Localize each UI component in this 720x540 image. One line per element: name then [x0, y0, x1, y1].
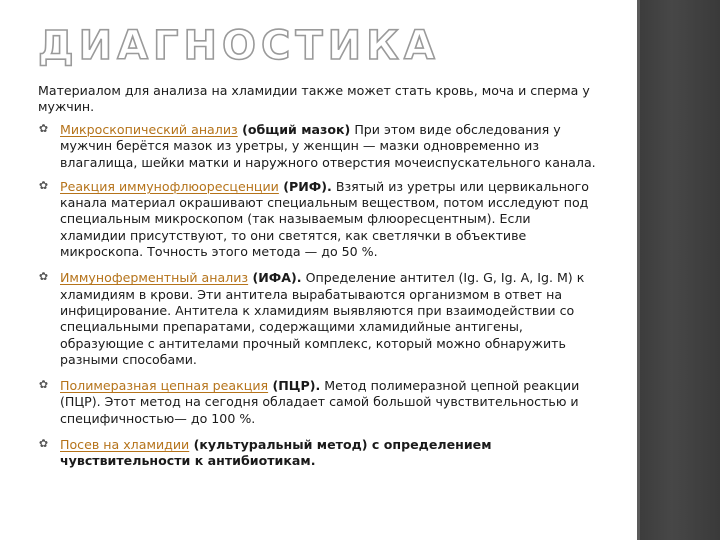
term-link[interactable]: Иммуноферментный анализ: [60, 270, 249, 286]
term-abbr: (ИФА).: [248, 270, 302, 286]
flower-bullet-icon: ✿: [38, 178, 49, 192]
term-abbr: (РИФ).: [278, 178, 332, 194]
list-item: [38, 122, 598, 171]
term-link[interactable]: Полимеразная цепная реакция: [60, 378, 269, 394]
flower-bullet-icon: ✿: [38, 270, 49, 284]
term-link[interactable]: Посев на хламидии: [60, 437, 190, 453]
list-item: [38, 437, 598, 470]
term-abbr: (общий мазок): [237, 122, 351, 137]
item-text: Определение антител (Ig. G, Ig. A, Ig. M) к хламидиям в крови. Эти антитела вырабатываются организмом в ответ на инфицирование. Антитела к хламидиям выявляются при взаимодействии со специальными препаратами, содержащими хламидийные антигены, образующие с антителами прочный комплекс, который можно обнаружить разными способами.: [60, 270, 585, 367]
list-item: [38, 378, 598, 427]
flower-bullet-icon: ✿: [38, 122, 49, 135]
flower-bullet-icon: ✿: [38, 437, 49, 451]
term-link[interactable]: Микроскопический анализ: [60, 122, 238, 137]
item-text: Метод полимеразной цепной реакции (ПЦР). Этот метод на сегодня обладает самой большой чувствительностью и специфичностью— до 100 %.: [60, 378, 580, 426]
decorative-sidebar: [640, 0, 720, 540]
term-link[interactable]: Реакция иммунофлюоресценции: [60, 178, 279, 194]
term-abbr: (ПЦР).: [268, 378, 321, 394]
method-list: [38, 122, 598, 470]
flower-bullet-icon: ✿: [38, 378, 49, 392]
intro-paragraph: Материалом для анализа на хламидии также может стать кровь, моча и сперма у мужчин.: [38, 83, 590, 115]
list-item: [38, 179, 598, 260]
term-abbr: (культуральный метод) с определением чувствительности к антибиотикам.: [60, 437, 492, 469]
item-text: При этом виде обследования у мужчин берётся мазок из уретры, у женщин — мазки одновременно из влагалища, шейки матки и наружного отверстия мочеиспускательного канала.: [60, 122, 596, 170]
item-text: Взятый из уретры или цервикального канала материал окрашивают специальным веществом, потом исследуют под специальным микроскопом (так называемым флюоресцентным). Если хламидии присутствуют, то они светятся, как светлячки в объективе микроскопа. Точность этого метода — до 50 %.: [60, 178, 589, 260]
page-title: ДИАГНОСТИКА: [38, 23, 440, 69]
list-item: [38, 270, 598, 368]
